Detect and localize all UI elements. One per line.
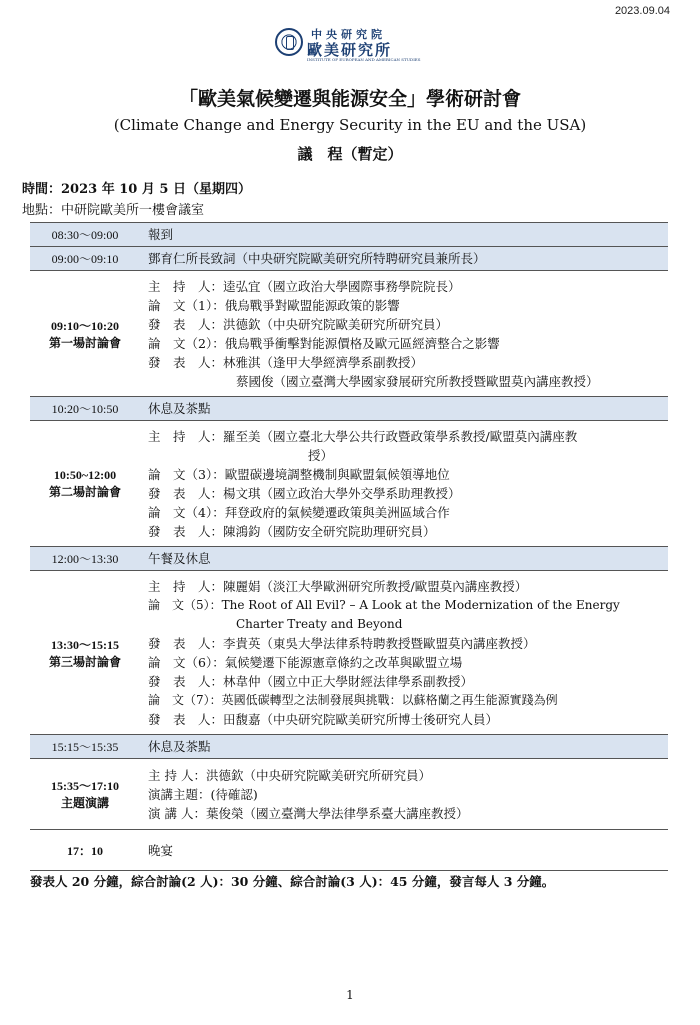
session-label: 第一場討論會 [48,335,121,350]
page-subtitle: (Climate Change and Energy Security in the EU and the USA) [113,116,587,134]
event-time: 時間：2023 年 10 月 5 日（星期四） [22,182,251,197]
row-text: 休息及茶點 [148,739,211,754]
row-content [140,421,668,546]
session-time: 09:10～10:20 [51,318,119,333]
time-allocation-note: 發表人 20 分鐘，綜合討論(2 人)：30 分鐘、綜合討論(3 人)：45 分鐘，發言每人 3 分鐘。 [30,874,555,889]
paper-line: 論 文（6）：氣候變遷下能源憲章條約之改革與歐盟立場 [148,654,463,670]
chair-line: 主 持 人：陳麗娟（淡江大學歐洲研究所教授/歐盟莫內講座教授） [148,578,528,594]
row-text: 休息及茶點 [148,401,211,416]
row-text: 午餐及休息 [148,551,211,566]
presenter-line: 發 表 人：洪德欽（中央研究院歐美研究所研究員） [148,316,449,332]
paper-line: 論 文（7）：英國低碳轉型之法制發展與挑戰：以蘇格蘭之再生能源實踐為例 [148,692,558,707]
paper-line: 論 文（5）：The Root of All Evil? – A Look at the Modernization of the Energy [148,597,620,612]
row-time [30,759,140,829]
row-text: 晚宴 [148,842,174,858]
row-content [140,397,668,420]
page-number: 1 [346,988,354,1002]
chair-line-cont: 授） [308,447,334,463]
chair-line: 主 持 人：洪德欽（中央研究院歐美研究所研究員） [148,767,431,783]
presenter-line: 發 表 人：田馥嘉（中央研究院歐美研究所博士後研究人員） [148,711,499,727]
row-content [140,735,668,758]
chair-line: 主 持 人：逵弘宜（國立政治大學國際事務學院院長） [148,278,461,294]
row-content [140,830,668,870]
session-time: 15:35～17:10 [51,779,119,793]
presenter-line: 蔡國俊（國立臺灣大學國家發展研究所教授暨歐盟莫內講座教授） [236,373,599,389]
agenda-row-session-1 [30,270,668,396]
agenda-row-registration [30,222,668,246]
session-label: 第三場討論會 [48,654,121,669]
logo-text-institute: 歐美研究所 [307,41,393,59]
agenda-row-dinner [30,829,668,871]
agenda-row-session-3 [30,570,668,734]
session-time: 10:50~12:00 [53,467,117,482]
paper-line: 論 文（4）：拜登政府的氣候變遷政策與美洲區域合作 [148,504,450,520]
presenter-line: 發 表 人：陳鴻鈞（國防安全研究院助理研究員） [148,523,436,539]
agenda-row-session-2 [30,420,668,546]
row-content [140,271,668,396]
session-label: 第二場討論會 [48,484,121,499]
presenter-line: 發 表 人：李貴英（東吳大學法律系特聘教授暨歐盟莫內講座教授） [148,635,536,651]
speaker-line: 演 講 人：葉俊榮（國立臺灣大學法律學系臺大講座教授） [148,805,469,821]
document-date: 2023.09.04 [614,5,670,17]
row-time [30,571,140,734]
row-content [140,247,668,270]
session-label: 主題演講 [60,796,109,810]
row-time [30,421,140,546]
presenter-line: 發 表 人：林韋仲（國立中正大學財經法律學系副教授） [148,673,474,689]
row-content [140,571,668,734]
academia-sinica-seal-icon [275,28,303,56]
topic-line: 演講主題：(待確認) [148,786,258,802]
row-time: 10:20～10:50 [51,402,119,416]
row-content [140,547,668,570]
row-text: 鄧育仁所長致詞（中央研究院歐美研究所特聘研究員兼所長） [148,251,486,266]
row-time: 12:00～13:30 [51,552,119,566]
paper-line: 論 文（1）：俄烏戰爭對歐盟能源政策的影響 [148,297,400,313]
presenter-line: 發 表 人：楊文琪（國立政治大學外交學系助理教授） [148,485,461,501]
chair-line: 主 持 人：羅至美（國立臺北大學公共行政暨政策學系教授/歐盟莫內講座教 [148,428,578,444]
agenda-row-opening [30,246,668,270]
row-time: 15:15～15:35 [51,740,119,754]
session-time: 13:30～15:15 [51,637,119,652]
row-content [140,223,668,246]
agenda-row-keynote [30,758,668,829]
agenda-row-break-2 [30,734,668,758]
row-content [140,759,668,829]
paper-line: 論 文（2）：俄烏戰爭衝擊對能源價格及歐元區經濟整合之影響 [148,335,500,351]
page-title: 「歐美氣候變遷與能源安全」學術研討會 [178,88,521,110]
row-time [30,271,140,396]
row-time: 09:00～09:10 [51,252,119,266]
presenter-line: 發 表 人：林雅淇（逢甲大學經濟學系副教授） [148,354,424,370]
paper-line-cont: Charter Treaty and Beyond [236,616,403,631]
agenda-row-lunch [30,546,668,570]
row-text: 報到 [148,227,174,242]
logo-text-academia: 中央研究院 [311,28,386,41]
institute-logo [275,26,455,64]
row-time: 08:30～09:00 [51,228,119,242]
agenda-table [30,222,668,871]
agenda-row-break-1 [30,396,668,420]
paper-line: 論 文（3）：歐盟碳邊境調整機制與歐盟氣候領導地位 [148,466,450,482]
row-time: 17：10 [66,843,103,858]
agenda-heading: 議 程（暫定） [297,145,403,163]
logo-text-english: INSTITUTE OF EUROPEAN AND AMERICAN STUDIES [307,57,421,62]
event-place: 地點：中研院歐美所一樓會議室 [22,203,205,218]
